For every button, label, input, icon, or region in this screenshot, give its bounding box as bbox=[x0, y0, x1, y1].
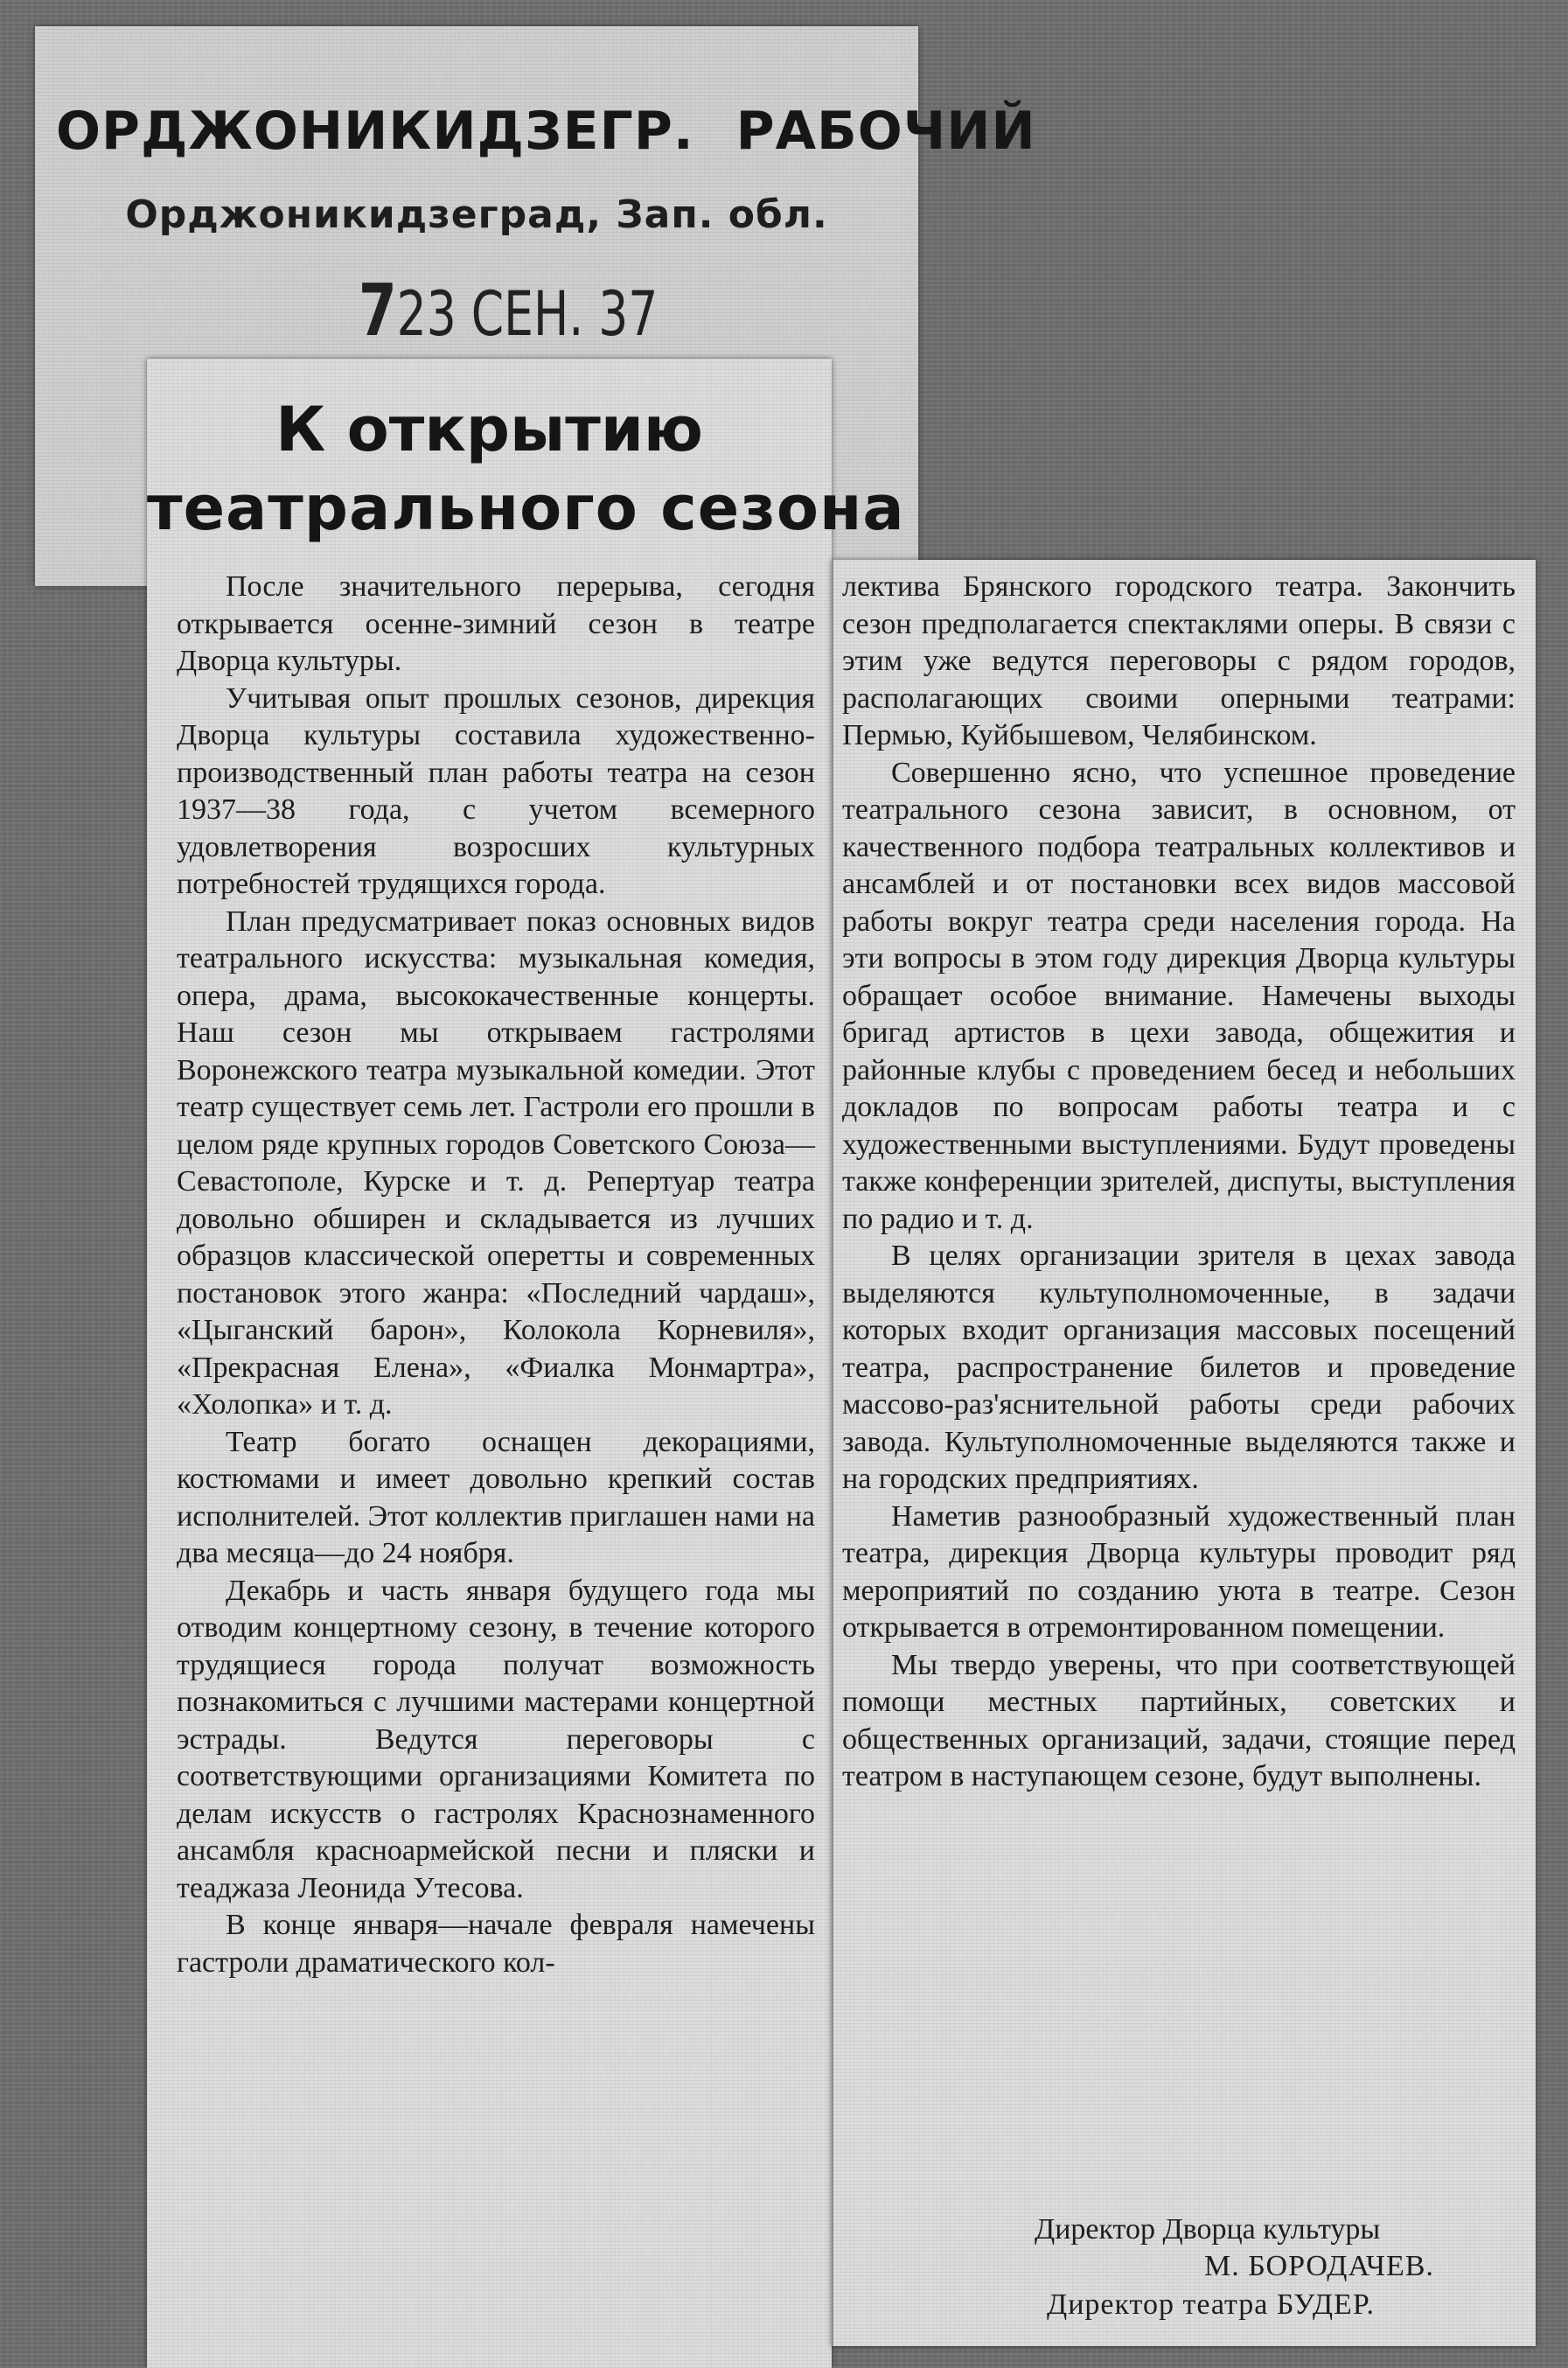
paragraph: Учитывая опыт прошлых сезонов, дирекция Дворца культуры составила художественно-производственный план работы театра на сезон 1937—38 года, с учетом всемерного удовлетворения возросших культурных потребностей трудящихся города. bbox=[177, 681, 815, 900]
paragraph: После значительного перерыва, сегодня открывается осенне-зимний сезон в театре Дворца культуры. bbox=[177, 570, 815, 677]
date-stamp bbox=[359, 269, 658, 353]
paragraph: В целях организации зрителя в цехах завода выделяются культуполномоченные, в задачи которых входит организация массовых посещений театра, распространение билетов и проведение массово-раз'яснительной работы среди рабочих завода. Культуполномоченные выделяются также и на городских предприятиях. bbox=[842, 1240, 1516, 1495]
stamp-number: 7 bbox=[359, 269, 397, 353]
signature-title-2: Директор театра БУДЕР. bbox=[1047, 2288, 1375, 2321]
column-divider bbox=[832, 560, 833, 2346]
newspaper-title bbox=[35, 101, 1036, 162]
stamp-date: 23 СЕН. 37 bbox=[396, 278, 659, 350]
newspaper-place: Орджоникидзеград, Зап. обл. bbox=[125, 192, 828, 237]
paragraph: Совершенно ясно, что успешное проведение театрального сезона зависит, в основном, от качественного подбора театральных коллективов и ансамблей и от постановки всех видов массовой работы вокруг театра среди населения города. На эти вопросы в этом году дирекция Дворца культуры обращает особое внимание. Намечены выходы бригад артистов в цехи завода, общежития и районные клубы с проведением бесед и небольших докладов по вопросам работы театра и с художественными выступлениями. Будут проведены также конференции зрителей, диспуты, выступления по радио и т. д. bbox=[842, 756, 1516, 1235]
headline-line-2: театрального сезона bbox=[147, 472, 905, 544]
paragraph: В конце января—начале февраля намечены гастроли драматического кол- bbox=[177, 1909, 815, 1979]
newspaper-name: РАБОЧИЙ bbox=[735, 101, 1036, 162]
paragraph: Декабрь и часть января будущего года мы отводим концертному сезону, в течение которого трудящиеся города получат возможность познакомиться с лучшими мастерами концертной эстрады. Ведутся переговоры с соответствующими организациями Комитета по делам искусств о гастролях Краснознаменного ансамбля красноармейской песни и пляски и теаджаза Леонида Утесова. bbox=[177, 1574, 815, 1904]
paragraph: Наметив разнообразный художественный план театра, дирекция Дворца культуры проводит ряд мероприятий по созданию уюта в театре. Сезон открывается в отремонтированном помещении. bbox=[842, 1499, 1516, 1644]
paragraph: План предусматривает показ основных видов театрального искусства: музыкальная комедия, опера, драма, высококачественные концерты. Наш сезон мы открываем гастролями Воронежского театра музыкальной комедии. Этот театр существует семь лет. Гастроли его прошли в целом ряде крупных городов Советского Союза—Севастополе, Курске и т. д. Репертуар театра довольно обширен и складывается из лучших образцов классической оперетты и современных постановок этого жанра: «Последний чардаш», «Цыганский барон», Колокола Корневиля», «Прекрасная Елена», «Фиалка Монмартра», «Холопка» и т. д. bbox=[177, 905, 815, 1421]
paragraph: Мы твердо уверены, что при соответствующей помощи местных партийных, советских и общественных организаций, задачи, стоящие перед театром в наступающем сезоне, будут выполнены. bbox=[842, 1648, 1516, 1792]
article-left-column bbox=[147, 359, 905, 2368]
article-right-column bbox=[832, 560, 1536, 2346]
signature-name-1: М. БОРОДАЧЕВ. bbox=[1204, 2250, 1434, 2282]
paragraph: Театр богато оснащен декорациями, костюмами и имеет довольно крепкий состав исполнителей. Этот коллектив приглашен нами на два месяца—до 24 ноября. bbox=[177, 1425, 815, 1569]
left-column-text bbox=[177, 569, 815, 1981]
right-column-text bbox=[842, 569, 1516, 1796]
paragraph: лектива Брянского городского театра. Закончить сезон предполагается спектаклями оперы. В связи с этим уже ведутся переговоры с рядом городов, располагающих своими оперными театрами: Пермью, Куйбышевом, Челябинском. bbox=[842, 570, 1516, 751]
headline-line-1: К открытию bbox=[275, 394, 703, 465]
newspaper-short-name: ОРДЖОНИКИДЗЕГР. bbox=[56, 101, 694, 162]
signature-title-1: Директор Дворца культуры bbox=[1035, 2213, 1381, 2246]
